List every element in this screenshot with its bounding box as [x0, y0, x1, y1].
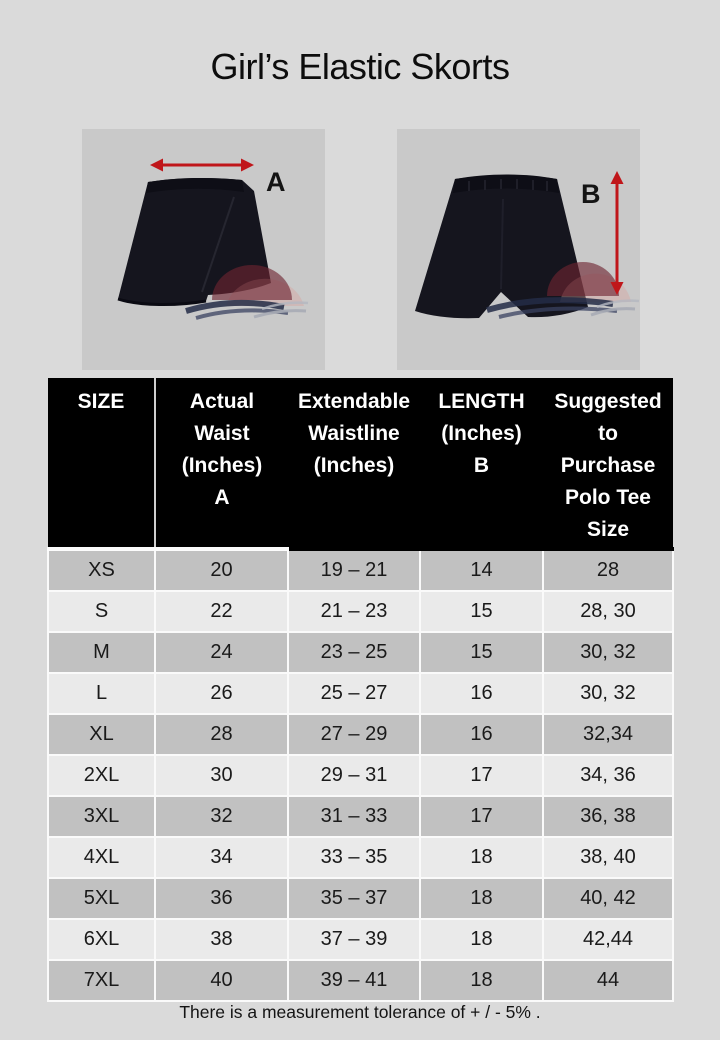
cell-polo-tee: 30, 32 — [543, 673, 673, 714]
table-row — [48, 837, 673, 878]
cell-length: 15 — [420, 591, 543, 632]
cell-extendable-waistline: 21 – 23 — [288, 591, 420, 632]
shorts-back-illustration — [397, 129, 640, 370]
cell-size: 6XL — [48, 919, 155, 960]
cell-size: 2XL — [48, 755, 155, 796]
cell-length: 18 — [420, 878, 543, 919]
cell-extendable-waistline: 37 – 39 — [288, 919, 420, 960]
cell-actual-waist: 38 — [155, 919, 288, 960]
cell-polo-tee: 30, 32 — [543, 632, 673, 673]
cell-size: 7XL — [48, 960, 155, 1001]
table-row — [48, 919, 673, 960]
cell-polo-tee: 34, 36 — [543, 755, 673, 796]
table-row — [48, 714, 673, 755]
cell-length: 17 — [420, 755, 543, 796]
product-photo-back — [397, 129, 640, 370]
cell-actual-waist: 36 — [155, 878, 288, 919]
cell-length: 18 — [420, 837, 543, 878]
table-row — [48, 673, 673, 714]
cell-length: 14 — [420, 549, 543, 591]
cell-extendable-waistline: 35 – 37 — [288, 878, 420, 919]
tolerance-note: There is a measurement tolerance of + / - 5% . — [179, 1002, 541, 1022]
cell-actual-waist: 30 — [155, 755, 288, 796]
cell-polo-tee: 38, 40 — [543, 837, 673, 878]
cell-polo-tee: 32,34 — [543, 714, 673, 755]
col-header-extendable-waistline: Extendable Waistline (Inches) — [288, 378, 420, 549]
col-header-size: SIZE — [48, 378, 155, 549]
cell-size: XL — [48, 714, 155, 755]
cell-length: 15 — [420, 632, 543, 673]
cell-actual-waist: 32 — [155, 796, 288, 837]
table-row — [48, 755, 673, 796]
measurement-label-a: A — [266, 167, 286, 197]
cell-extendable-waistline: 33 – 35 — [288, 837, 420, 878]
cell-size: M — [48, 632, 155, 673]
length-arrow-icon — [611, 171, 624, 295]
size-chart-table — [47, 378, 674, 1002]
cell-polo-tee: 40, 42 — [543, 878, 673, 919]
cell-length: 18 — [420, 960, 543, 1001]
cell-length: 17 — [420, 796, 543, 837]
cell-actual-waist: 24 — [155, 632, 288, 673]
cell-size: XS — [48, 549, 155, 591]
cell-length: 16 — [420, 673, 543, 714]
cell-actual-waist: 40 — [155, 960, 288, 1001]
cell-actual-waist: 28 — [155, 714, 288, 755]
skort-front-illustration — [82, 129, 325, 370]
table-row — [48, 796, 673, 837]
cell-extendable-waistline: 25 – 27 — [288, 673, 420, 714]
cell-polo-tee: 44 — [543, 960, 673, 1001]
col-header-actual-waist: Actual Waist (Inches) A — [155, 378, 288, 549]
cell-polo-tee: 42,44 — [543, 919, 673, 960]
cell-size: 5XL — [48, 878, 155, 919]
cell-polo-tee: 28 — [543, 549, 673, 591]
cell-size: 4XL — [48, 837, 155, 878]
table-row — [48, 549, 673, 591]
col-header-polo-tee: Suggested to Purchase Polo Tee Size — [543, 378, 673, 549]
product-photo-front — [82, 129, 325, 370]
cell-extendable-waistline: 23 – 25 — [288, 632, 420, 673]
table-row — [48, 591, 673, 632]
cell-size: L — [48, 673, 155, 714]
page-title: Girl’s Elastic Skorts — [210, 46, 510, 87]
cell-actual-waist: 34 — [155, 837, 288, 878]
cell-length: 18 — [420, 919, 543, 960]
cell-polo-tee: 28, 30 — [543, 591, 673, 632]
header-row — [48, 378, 673, 549]
cell-size: S — [48, 591, 155, 632]
cell-polo-tee: 36, 38 — [543, 796, 673, 837]
cell-extendable-waistline: 19 – 21 — [288, 549, 420, 591]
width-arrow-icon — [150, 159, 254, 172]
cell-actual-waist: 22 — [155, 591, 288, 632]
cell-actual-waist: 20 — [155, 549, 288, 591]
cell-length: 16 — [420, 714, 543, 755]
cell-size: 3XL — [48, 796, 155, 837]
col-header-length: LENGTH (Inches) B — [420, 378, 543, 549]
cell-extendable-waistline: 31 – 33 — [288, 796, 420, 837]
table-row — [48, 960, 673, 1001]
cell-extendable-waistline: 39 – 41 — [288, 960, 420, 1001]
cell-extendable-waistline: 29 – 31 — [288, 755, 420, 796]
cell-actual-waist: 26 — [155, 673, 288, 714]
table-row — [48, 632, 673, 673]
measurement-label-b: B — [581, 179, 601, 209]
cell-extendable-waistline: 27 – 29 — [288, 714, 420, 755]
table-row — [48, 878, 673, 919]
